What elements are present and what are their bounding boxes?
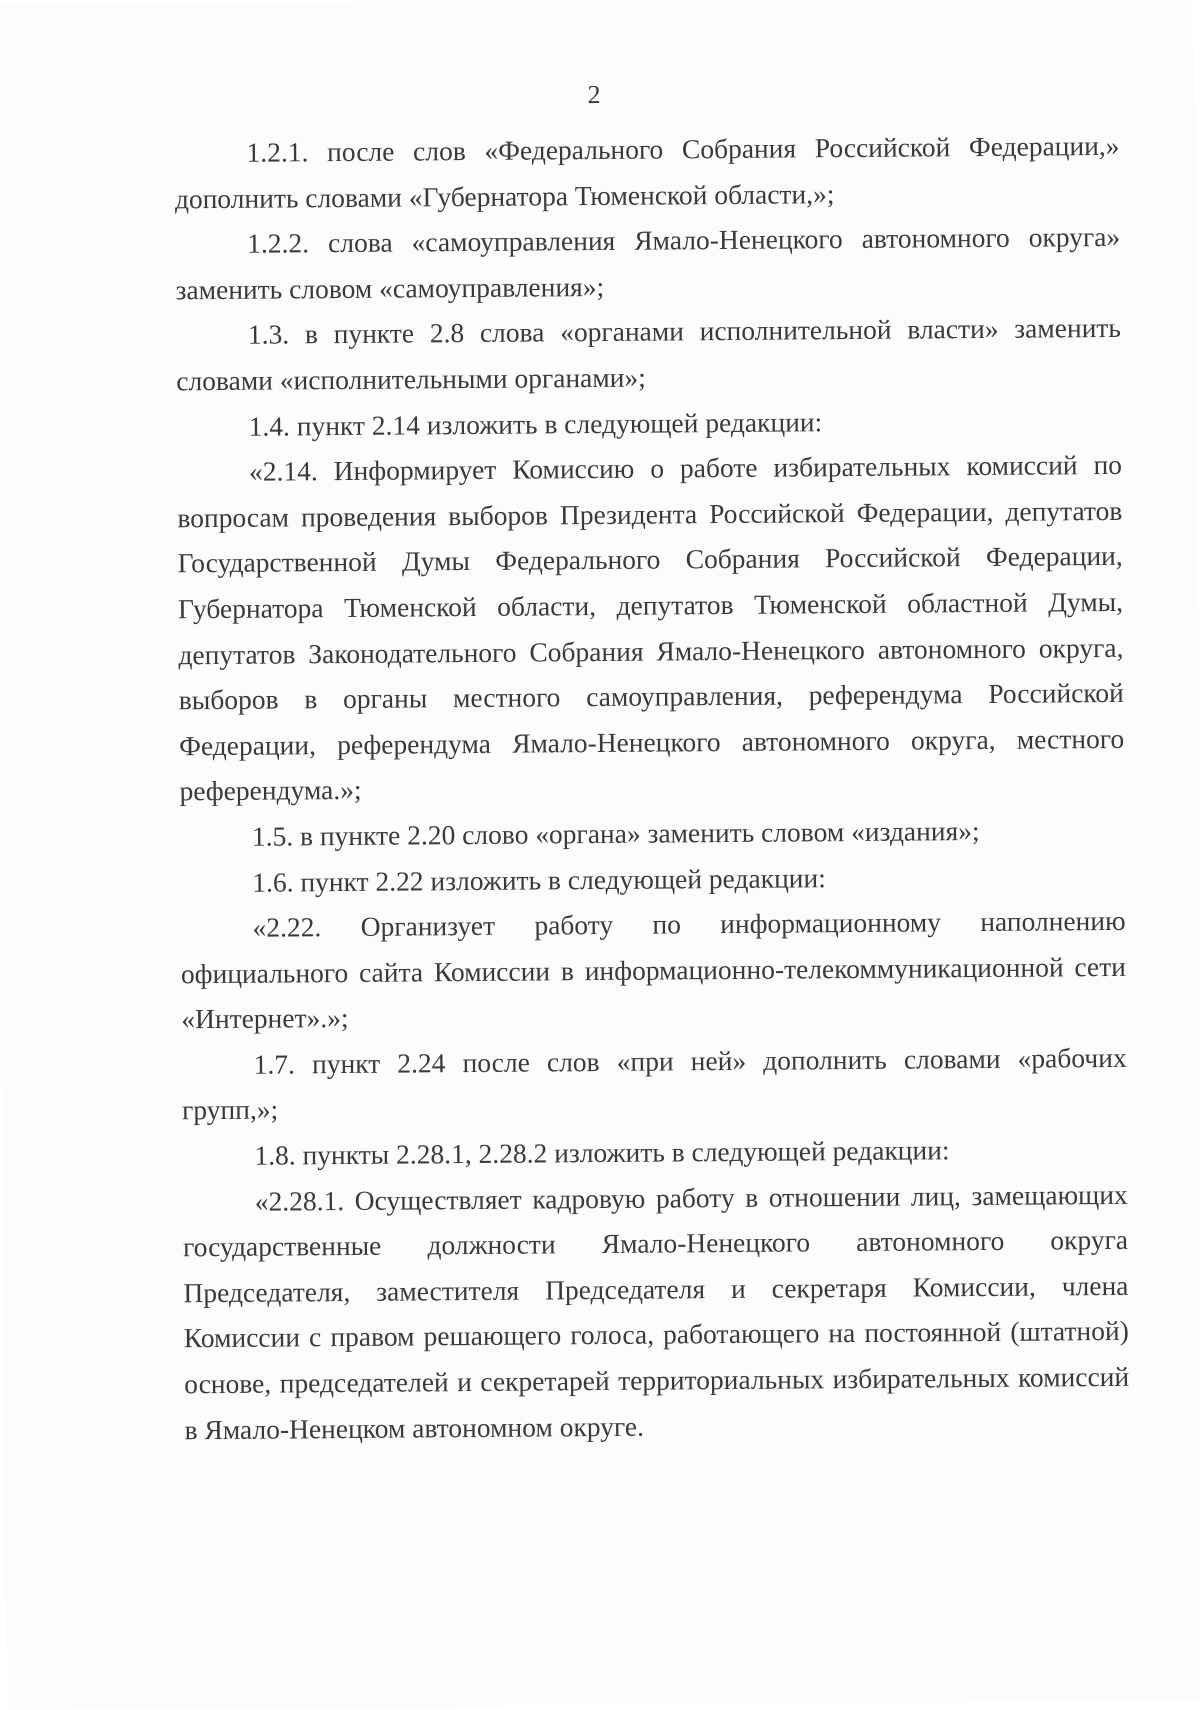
paragraph-1-2-1: 1.2.1. после слов «Федерального Собрания Российской Федерации,» дополнить словами «Губернатора Тюменской области,»; (174, 129, 1120, 214)
paragraph-1-4: 1.4. пункт 2.14 изложить в следующей редакции: (248, 405, 823, 442)
paragraph-1-8: 1.8. пункты 2.28.1, 2.28.2 изложить в следующей редакции: (254, 1134, 950, 1171)
paragraph-1-2-2: 1.2.2. слова «самоуправления Ямало-Ненецкого автономного округа» заменить словом «самоуправления»; (175, 221, 1121, 306)
paragraph-2-22-text: «2.22. Организует работу по информационному наполнению официального сайта Комиссии в информационно-телекоммуникационной сети «Интернет».»; (180, 904, 1127, 1035)
paragraph-2-28-1-text: «2.28.1. Осуществляет кадровую работу в отношении лиц, замещающих государственные должности Ямало-Ненецкого автономного округа Председателя, заместителя Председателя и секретаря Комиссии, члена Комиссии с правом решающего голоса, работающего на постоянной (штатной) основе, председателей и секретарей территориальных избирательных комиссий в Ямало-Ненецком автономном округе. (182, 1178, 1130, 1445)
paragraph-1-5: 1.5. в пункте 2.20 слово «органа» заменить словом «издания»; (251, 814, 980, 852)
paragraph-1-3: 1.3. в пункте 2.8 слова «органами исполнительной власти» заменить словами «исполнительными органами»; (176, 312, 1122, 397)
paragraph-1-7: 1.7. пункт 2.24 после слов «при ней» дополнить словами «рабочих групп,»; (181, 1041, 1127, 1126)
document-body (174, 123, 1129, 1453)
paragraph-1-6: 1.6. пункт 2.22 изложить в следующей редакции: (252, 861, 826, 898)
page-number: 2 (587, 79, 601, 110)
paragraph-2-14-text: «2.14. Информирует Комиссию о работе избирательных комиссий по вопросам проведения выборов Президента Российской Федерации, депутатов Государственной Думы Федерального Собрания Российской Федерации, Губернатора Тюменской области, депутатов Тюменской областной Думы, депутатов Законодательного Собрания Ямало-Ненецкого автономного округа, выборов в органы местного самоуправления, референдума Российской Федерации, референдума Ямало-Ненецкого автономного округа, местного референдума.»; (177, 449, 1125, 807)
